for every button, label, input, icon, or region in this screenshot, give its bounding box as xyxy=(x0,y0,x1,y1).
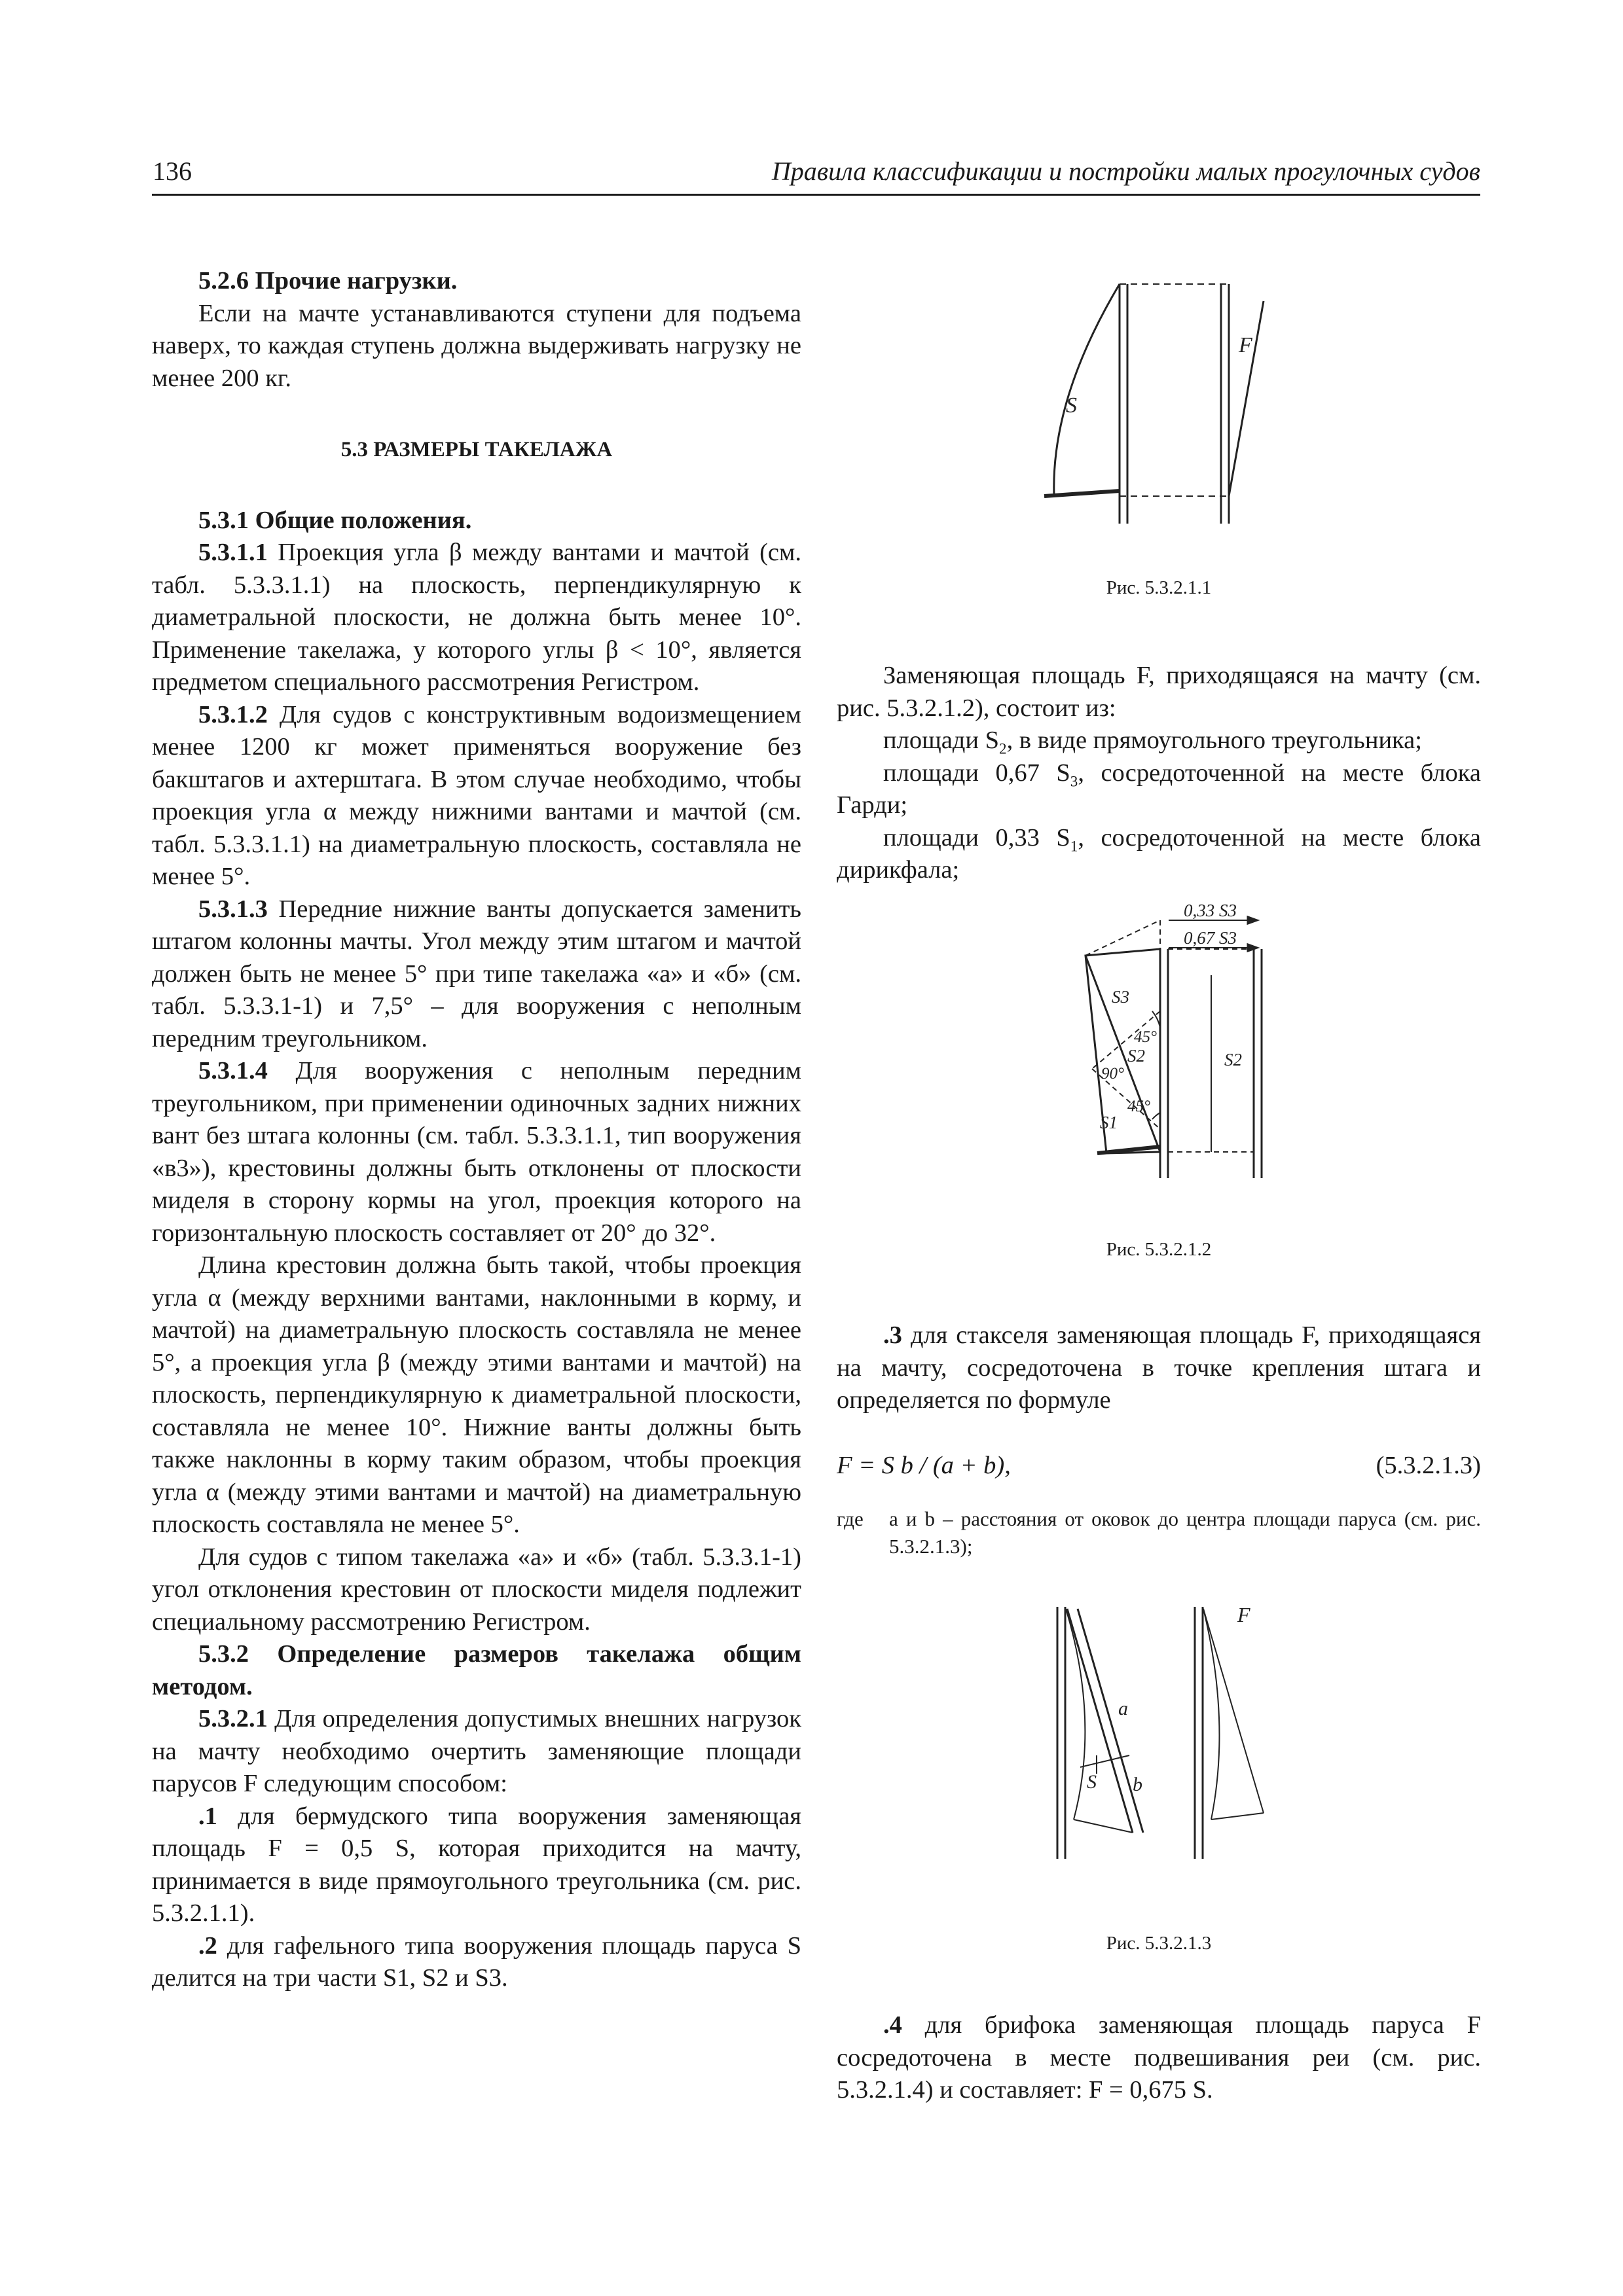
para-5-3-2-1: 5.3.2.1 Для определения допустимых внешних нагрузок на мачту необходимо очертить заменяющие площади парусов F следующим способом: xyxy=(152,1705,801,1797)
right-column-block-2 xyxy=(837,1319,1481,1560)
para-5-3-1-4: 5.3.1.4 Для вооружения с неполным передним треугольником, при применении одиночных задних нижних вант без штага колонны (см. табл. 5.3.3.1.1, тип вооружения «в3»), крестовины должны быть отклонены от плоскости миделя в сторону кормы на угол, проекция которого на горизонтальную плоскость составляет от 20° до 32°. xyxy=(152,1057,801,1247)
caption-fig-3: Рис. 5.3.2.1.3 xyxy=(1106,1933,1212,1954)
para-spreader-length: Длина крестовин должна быть такой, чтобы проекция угла α (между верхними вантами, наклонными в корму, и мачтой) на диаметральную плоскость составляла не менее 5°, а проекция угла β (между этими вантами и мачтой) на плоскость, перпендикулярную к диаметральной плоскости, составляла не менее 10°. Нижние ванты должны быть также наклонны в корму таким образом, чтобы проекция угла α (между этими вантами и мачтой) на диаметральную плоскость составляла не менее 5°. xyxy=(152,1251,801,1538)
right-column-block-3 xyxy=(837,2009,1481,2107)
para-5-3-1-3: 5.3.1.3 Передние нижние ванты допускается заменить штагом колонны мачты. Угол между этим штагом и мачтой должен быть не менее 5° при типе такелажа «а» и «б» (см. табл. 5.3.3.1-1) и 7,5° – для вооружения с неполным передним треугольником. xyxy=(152,895,801,1052)
note-text: a и b – расстояния от оковок до центра площади паруса (см. рис. 5.3.2.1.3); xyxy=(889,1507,1481,1558)
formula: F = S b / (a + b), xyxy=(837,1451,1011,1479)
page-number: 136 xyxy=(153,156,192,186)
note-where: где xyxy=(837,1507,864,1530)
label-s2-left: S2 xyxy=(1127,1046,1145,1066)
label-s: S xyxy=(1066,393,1077,418)
heading-5-3-1: 5.3.1 Общие положения. xyxy=(198,506,472,534)
figure-5-3-2-1-1 xyxy=(1021,275,1309,524)
label-f: F xyxy=(1237,1604,1250,1626)
right-column-block-1 xyxy=(837,660,1481,887)
label-b: b xyxy=(1133,1774,1142,1795)
para-item-3: .3 для стакселя заменяющая площадь F, приходящаяся на мачту, сосредоточена в точке крепления штага и определяется по формуле xyxy=(837,1321,1481,1414)
heading-5-2-6: 5.2.6 Прочие нагрузки. xyxy=(198,267,458,295)
formula-note xyxy=(837,1505,1481,1560)
label-f: F xyxy=(1239,333,1252,357)
formula-row xyxy=(837,1450,1481,1482)
label-s2-right: S2 xyxy=(1224,1050,1242,1069)
para-area-s3: площади 0,67 $S_3$, сосредоточенной на месте блока Гарди; xyxy=(837,759,1481,819)
left-column xyxy=(152,265,801,1995)
header-rule xyxy=(152,194,1480,196)
label-90: 90° xyxy=(1101,1065,1124,1083)
caption-fig-1: Рис. 5.3.2.1.1 xyxy=(1106,577,1212,598)
para-item-2: .2 для гафельного типа вооружения площадь паруса S делится на три части S1, S2 и S3. xyxy=(152,1931,801,1992)
para-area-s2: площади $S_2$, в виде прямоугольного треугольника; xyxy=(883,726,1422,757)
label-s3: S3 xyxy=(1112,987,1129,1007)
label-067s3: 0,67 S3 xyxy=(1184,928,1237,948)
para-item-1: .1 для бермудского типа вооружения заменяющая площадь F = 0,5 S, которая приходится на мачту, принимается в виде прямоугольного треугольника (см. рис. 5.3.2.1.1). xyxy=(152,1802,801,1927)
para-item-4: .4 для брифока заменяющая площадь паруса F сосредоточена в месте подвешивания реи (см. рис. 5.3.2.1.4) и составляет: F = 0,675 S. xyxy=(837,2011,1481,2104)
label-s: S xyxy=(1087,1771,1097,1793)
label-033s3: 0,33 S3 xyxy=(1184,903,1237,920)
label-s1: S1 xyxy=(1100,1113,1118,1132)
figure-5-3-2-1-2 xyxy=(1054,903,1303,1178)
para-5-3-1-1: 5.3.1.1 Проекция угла β между вантами и мачтой (см. табл. 5.3.3.1.1) на плоскость, перпендикулярную к диаметральной плоскости, не должна быть менее 10°. Применение такелажа, у которого углы β < 10°, является предметом специального рассмотрения Регистром. xyxy=(152,539,801,696)
heading-5-3-2: 5.3.2 Определение размеров такелажа общим методом. xyxy=(152,1640,801,1700)
para-equivalent-area: Заменяющая площадь F, приходящаяся на мачту (см. рис. 5.3.2.1.2), состоит из: xyxy=(837,662,1481,722)
para-5-2-6: Если на мачте устанавливаются ступени для подъема наверх, то каждая ступень должна выдерживать нагрузку не менее 200 кг. xyxy=(152,299,801,392)
label-a: a xyxy=(1118,1698,1128,1719)
formula-number: (5.3.2.1.3) xyxy=(1376,1451,1481,1479)
figure-5-3-2-1-3 xyxy=(1034,1604,1296,1865)
label-45b: 45° xyxy=(1127,1098,1150,1115)
para-area-s1: площади 0,33 $S_1$, сосредоточенной на месте блока дирикфала; xyxy=(837,823,1481,884)
running-header-title: Правила классификации и постройки малых прогулочных судов xyxy=(771,156,1480,186)
caption-fig-2: Рис. 5.3.2.1.2 xyxy=(1106,1239,1212,1260)
para-5-3-1-2: 5.3.1.2 Для судов с конструктивным водоизмещением менее 1200 кг может применяться вооружение без бакштагов и ахтерштага. В этом случае необходимо, чтобы проекция угла α между нижними вантами и мачтой (см. табл. 5.3.3.1.1) на диаметральную плоскость, составляла не менее 5°. xyxy=(152,700,801,890)
section-title-5-3: 5.3 РАЗМЕРЫ ТАКЕЛАЖА xyxy=(340,438,613,461)
para-rig-types: Для судов с типом такелажа «а» и «б» (табл. 5.3.3.1-1) угол отклонения крестовин от плоскости миделя подлежит специальному рассмотрению Регистром. xyxy=(152,1543,801,1636)
label-45a: 45° xyxy=(1134,1028,1157,1046)
